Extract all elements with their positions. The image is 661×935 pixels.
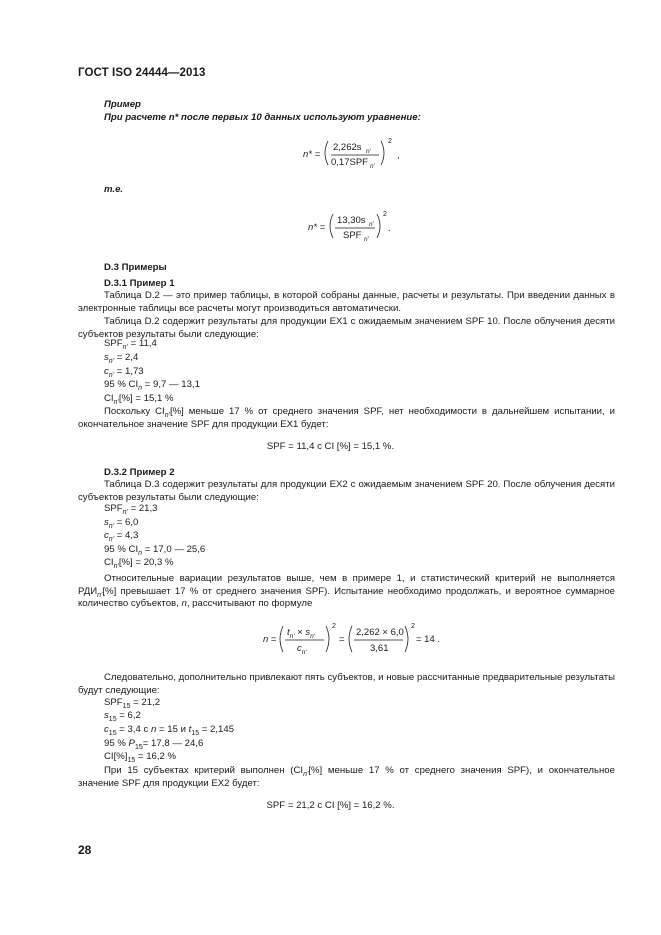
svg-text:=: = (339, 634, 345, 645)
formula3-result: = 14 . (416, 634, 441, 645)
example2-title: D.3.2 Пример 2 (104, 467, 175, 478)
formula2-numerator: 13,30s (337, 215, 366, 226)
formula3-num2: 2,262 × 6,0 (356, 627, 404, 638)
example-label: Пример (104, 99, 141, 110)
formula2-lhs: n* = (308, 222, 326, 233)
formula1-num-sub: n' (366, 148, 371, 155)
formula3-den2: 3,61 (370, 643, 389, 654)
example2-p1: Таблица D.3 содержит результаты для продукции ЕХ2 с ожидаемым значением SPF 20. После облучения десяти субъектов результаты были следующие: (78, 479, 615, 503)
svg-text:2: 2 (332, 623, 336, 630)
example2-result-c: $c_{n'} = 4,3$ (104, 530, 139, 543)
example1-result-ci-pct: $CI_{n'}[\%] = 15,1$ % (104, 393, 174, 406)
formula-n-star-2 (305, 207, 405, 245)
formula1-power: 2 (388, 138, 392, 145)
svg-text:n* = (308, 222, 326, 233)
example2-new-s: $s_{15} = 6,2$ (104, 710, 141, 723)
svg-text:tn' × sn': $t_{n'} \times s_{n'}$ (287, 627, 315, 640)
formula1-lhs: n* = (303, 149, 321, 160)
formula1-denominator: 0,17SPF (331, 157, 368, 168)
formula1-numerator: 2,262s (333, 142, 362, 153)
example2-new-ci-pct: $CI[\%]_{15} = 16,2$ % (104, 751, 177, 764)
example1-p2: Таблица D.2 содержит результаты для продукции ЕХ1 с ожидаемым значением SPF 10. После облучения десяти субъектов результаты были следующие: (78, 316, 615, 340)
example2-result-ci: 95 % $CI_n = 17,0$ — 25,6 (104, 544, 206, 557)
example2-result-spf: $SPF_{n'} = 21,3$ (104, 503, 158, 516)
formula2-tail: . (388, 223, 391, 234)
formula1-tail: , (397, 150, 400, 161)
formula2-num-sub: n' (369, 221, 374, 228)
svg-text:cn': $c_{n'}$ (297, 643, 307, 656)
formula1-den-sub: n' (370, 163, 375, 170)
example1-result-c: $c_{n'} = 1,73$ (104, 366, 144, 379)
example1-p1: Таблица D.2 — это пример таблицы, в которой собраны данные, расчеты и результаты. При введении данных в электронные таблицы все расчеты могут производиться автоматически. (78, 290, 615, 314)
page-number: 28 (78, 843, 92, 857)
ie-label: т.е. (104, 184, 124, 195)
example1-title: D.3.1 Пример 1 (104, 278, 175, 289)
example2-new-spf: $SPF_{15} = 21,2$ (104, 697, 161, 710)
formula2-power: 2 (383, 211, 387, 218)
example2-new-c: $c_{15} = 3,4$ с n = 15 и $t_{15} = 2,145$ (104, 724, 235, 737)
example2-result-s: $s_{n'} = 6,0$ (104, 517, 139, 530)
example1-result-s: $s_{n'} = 2,4$ (104, 352, 139, 365)
formula-n-total (262, 620, 442, 658)
svg-text:n* = (303, 149, 321, 160)
formula2-denominator: SPF (343, 230, 362, 241)
example1-p3: Поскольку $CI_{n'}[\%]$ меньше 17 % от среднего значения SPF, нет необходимости в дальнейшем испытании, и окончательное значение SPF для продукции ЕХ1 будет: (78, 406, 615, 430)
formula3-power: 2 (411, 623, 415, 630)
example2-new-p: 95 % $P_{15}= 17,8$ — 24,6 (104, 738, 204, 751)
formula-n-star-1 (300, 134, 410, 172)
example1-result-spf: $SPF_{n'} = 11,4$ (104, 338, 157, 351)
example2-result-ci-pct: $CI_{n'}[\%] = 20,3$ % (104, 557, 174, 570)
example2-p4: При 15 субъектах критерий выполнен ($CI_{n'}[\%]$ меньше 17 % от среднего значения SPF), и окончательное значение SPF для продукции ЕХ2 будет: (78, 765, 615, 789)
example1-result-ci: 95 % $CI_n = 9,7$ — 13,1 (104, 379, 200, 392)
example1-final: SPF = 11,4 с CI [%] = 15,1 %. (266, 441, 395, 452)
example2-final: SPF = 21,2 с CI [%] = 16,2 %. (266, 800, 395, 811)
example2-p2: Относительные вариации результатов выше, чем в примере 1, и статистический критерий не выполняется $РДИ_{n'}[\%]$ превышает 17 % от среднего значения SPF). Испытание необходимо продолжать, и вероятное суммарное количество субъектов, n, рассчитывают по формуле (78, 573, 615, 610)
section-d3-title: D.3 Примеры (104, 262, 167, 273)
formula2-den-sub: n' (364, 236, 369, 243)
svg-text:n =: n = (263, 634, 277, 645)
example2-p3: Следовательно, дополнительно привлекают пять субъектов, и новые рассчитанные предварительные результаты будут следующие: (78, 672, 615, 696)
example-text: При расчете n* после первых 10 данных используют уравнение: (104, 112, 421, 123)
document-header: ГОСТ ISO 24444—2013 (78, 67, 206, 79)
